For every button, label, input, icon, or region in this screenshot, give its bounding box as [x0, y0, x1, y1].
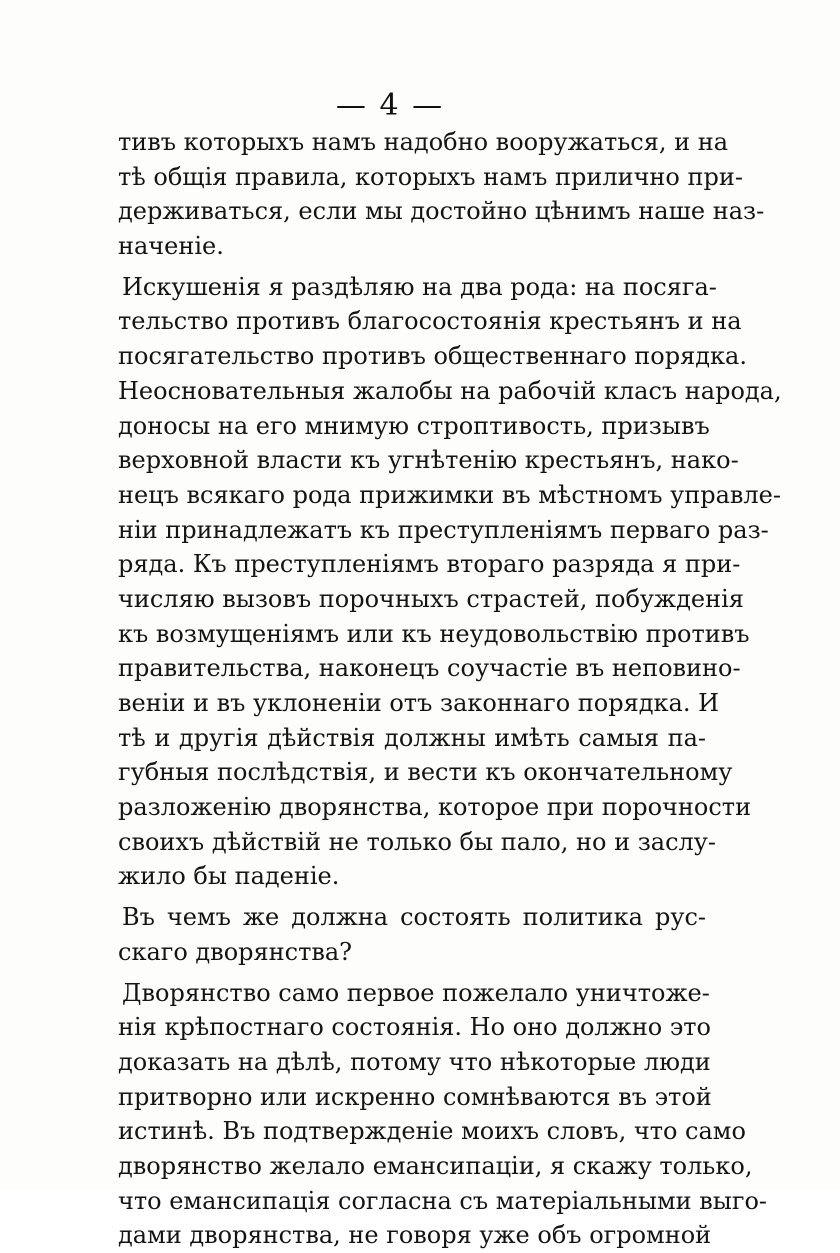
- text-line: ніи принадлежатъ къ преступленіямъ перваго раз-: [118, 513, 706, 548]
- text-line: къ возмущеніямъ или къ неудовольствію противъ: [118, 617, 706, 652]
- text-line: Дворянство само первое пожелало уничтоже-: [118, 976, 706, 1011]
- text-line: притворно или искренно сомнѣваются въ этой: [118, 1080, 706, 1115]
- text-line: Искушенія я раздѣляю на два рода: на посяга-: [118, 270, 706, 305]
- text-line: ряда. Къ преступленіямъ втораго разряда я при-: [118, 547, 706, 582]
- text-line: держиваться, если мы достойно цѣнимъ наше наз-: [118, 194, 706, 229]
- paragraph-1: [118, 125, 706, 264]
- text-line: что емансипація согласна съ матеріальными выго-: [118, 1184, 706, 1219]
- text-line: наченіе.: [118, 229, 706, 264]
- page-number: — 4 —: [0, 88, 780, 123]
- text-line: числяю вызовъ порочныхъ страстей, побужденія: [118, 582, 706, 617]
- text-line: дами дворянства, не говоря уже объ огромной: [118, 1218, 706, 1253]
- text-line: дворянство желало емансипаціи, я скажу только,: [118, 1149, 706, 1184]
- paragraph-4: [118, 976, 706, 1253]
- text-line: истинѣ. Въ подтвержденіе моихъ словъ, что само: [118, 1114, 706, 1149]
- text-line: нія крѣпостнаго состоянія. Но оно должно это: [118, 1010, 706, 1045]
- paragraph-3: [118, 900, 706, 969]
- text-line: верховной власти къ угнѣтенію крестьянъ, нако-: [118, 443, 706, 478]
- text-line: правительства, наконецъ соучастіе въ неповино-: [118, 651, 706, 686]
- body-text: [118, 125, 706, 1253]
- text-line: Неосновательныя жалобы на рабочій класъ народа,: [118, 374, 706, 409]
- text-line: жило бы паденіе.: [118, 859, 706, 894]
- text-line: тельство противъ благосостоянія крестьянъ и на: [118, 304, 706, 339]
- text-line: скаго дворянства?: [118, 935, 706, 970]
- paragraph-2: [118, 270, 706, 894]
- text-line: своихъ дѣйствій не только бы пало, но и заслу-: [118, 825, 706, 860]
- text-line: Въ чемъ же должна состоять политика рус-: [118, 900, 706, 935]
- text-line: губныя послѣдствія, и вести къ окончательному: [118, 755, 706, 790]
- text-line: тивъ которыхъ намъ надобно вооружаться, и на: [118, 125, 706, 160]
- text-line: веніи и въ уклоненіи отъ законнаго порядка. И: [118, 686, 706, 721]
- text-line: разложенію дворянства, которое при порочности: [118, 790, 706, 825]
- text-line: доносы на его мнимую строптивость, призывъ: [118, 409, 706, 444]
- text-line: тѣ и другія дѣйствія должны имѣть самыя па-: [118, 721, 706, 756]
- text-line: посягательство противъ общественнаго порядка.: [118, 339, 706, 374]
- text-line: тѣ общія правила, которыхъ намъ прилично при-: [118, 160, 706, 195]
- text-line: нецъ всякаго рода прижимки въ мѣстномъ управле-: [118, 478, 706, 513]
- text-line: доказать на дѣлѣ, потому что нѣкоторые люди: [118, 1045, 706, 1080]
